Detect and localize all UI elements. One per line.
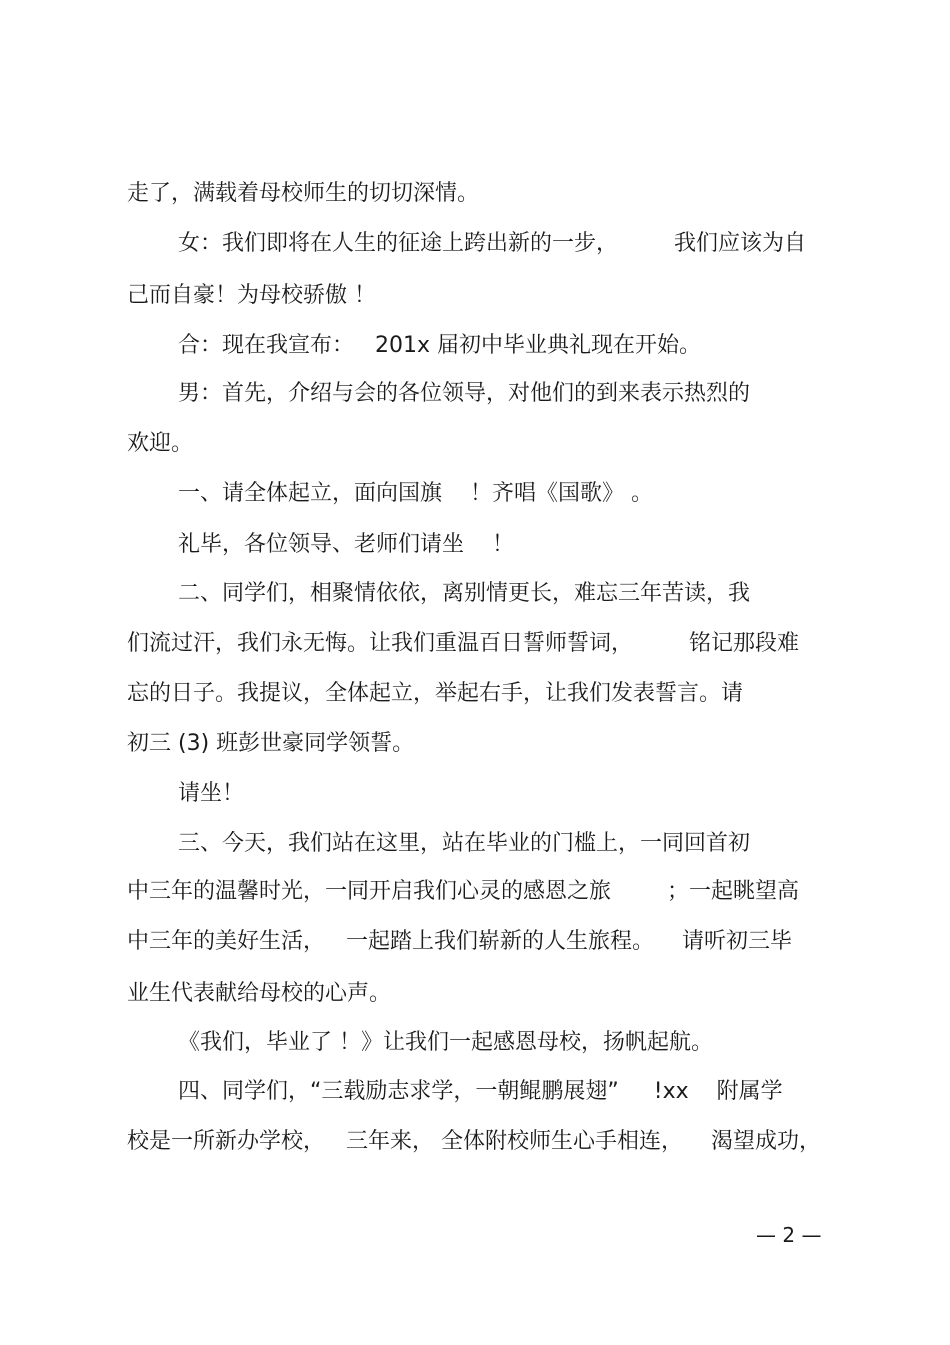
text-line: 女：我们即将在人生的征途上跨出新的一步， 我们应该为自 — [178, 231, 806, 256]
text-line: 四、同学们，“三载励志求学，一朝鲲鹏展翅” !xx 附属学 — [178, 1079, 783, 1104]
text-line: 请坐！ — [178, 781, 245, 806]
text-line: 中三年的温馨时光，一同开启我们心灵的感恩之旅 ；一起眺望高 — [127, 879, 799, 904]
text-line: 合：现在我宣布： 201x 届初中毕业典礼现在开始。 — [178, 333, 701, 358]
text-line: 初三 (3) 班彭世豪同学领誓。 — [127, 731, 415, 756]
text-line: 业生代表献给母校的心声。 — [127, 981, 392, 1006]
text-line: 己而自豪！为母校骄傲 ！ — [127, 283, 376, 308]
text-line: 《我们，毕业了 ！》让我们一起感恩母校，扬帆起航。 — [178, 1030, 713, 1055]
text-line: 走了，满载着母校师生的切切深情。 — [127, 181, 480, 206]
text-line: 男：首先，介绍与会的各位领导，对他们的到来表示热烈的 — [178, 381, 751, 406]
text-line: 礼毕，各位领导、老师们请坐 ！ — [178, 532, 514, 557]
text-line: 一、请全体起立，面向国旗 ！齐唱《国歌》 。 — [178, 481, 653, 506]
text-line: 三、今天，我们站在这里，站在毕业的门槛上，一同回首初 — [178, 831, 751, 856]
text-line: 忘的日子。我提议，全体起立，举起右手，让我们发表誓言。请 — [127, 681, 744, 706]
text-line: 们流过汗，我们永无悔。让我们重温百日誓师誓词， 铭记那段难 — [127, 631, 799, 656]
text-line: 欢迎。 — [127, 431, 194, 456]
page-number: — 2 — — [756, 1223, 822, 1247]
text-line: 校是一所新办学校， 三年来， 全体附校师生心手相连， 渴望成功， — [127, 1129, 821, 1154]
text-line: 中三年的美好生活， 一起踏上我们崭新的人生旅程。 请听初三毕 — [127, 929, 792, 954]
text-line: 二、同学们，相聚情依依，离别情更长，难忘三年苦读，我 — [178, 581, 751, 606]
